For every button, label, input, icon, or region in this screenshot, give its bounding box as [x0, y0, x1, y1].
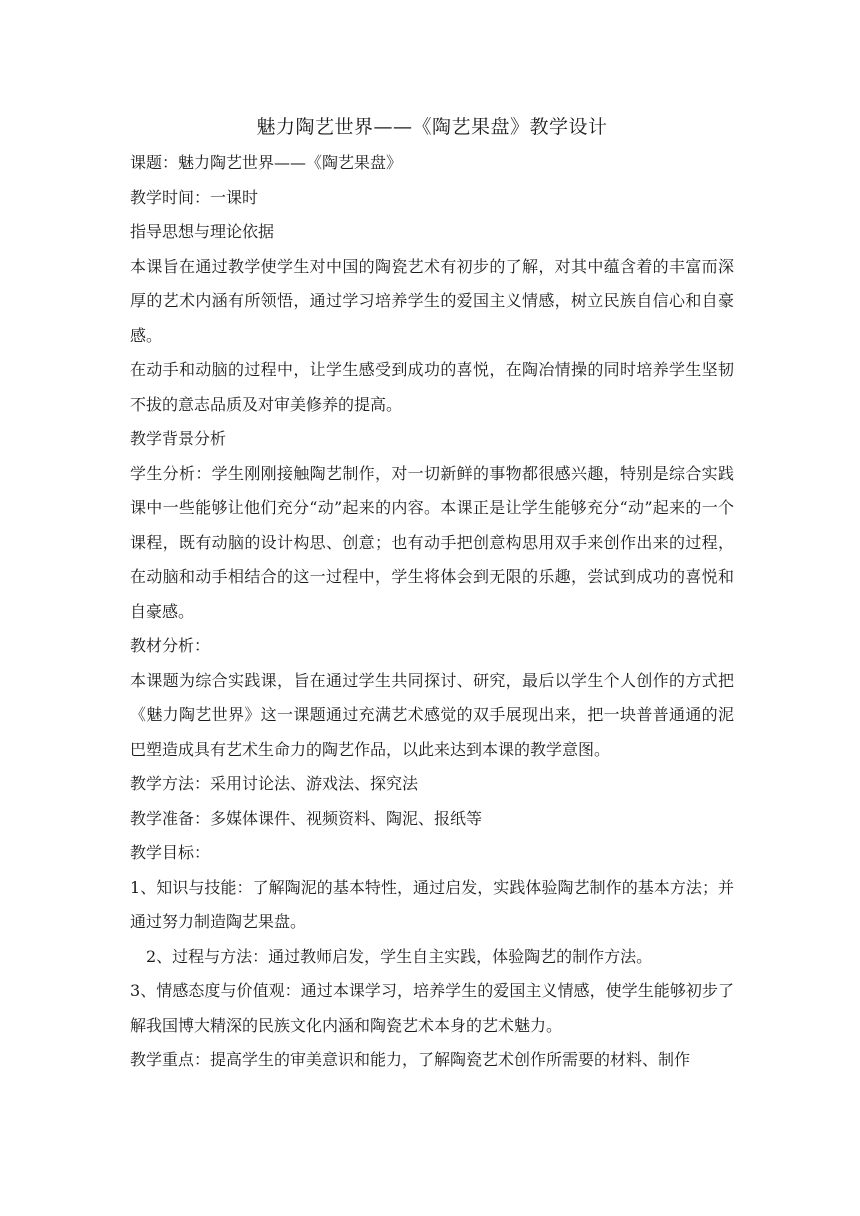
paragraph-teaching-preparation: 教学准备：多媒体课件、视频资料、陶泥、报纸等	[130, 808, 483, 828]
heading-teaching-objectives: 教学目标：	[130, 843, 211, 862]
paragraph-guiding-ideas-1: 本课旨在通过教学使学生对中国的陶瓷艺术有初步的了解，对其中蕴含着的丰富而深厚的艺术内涵有所领悟，通过学习培养学生的爱国主义情感，树立民族自信心和自豪感。	[130, 256, 734, 345]
heading-background-analysis: 教学背景分析	[130, 429, 227, 448]
heading-guiding-ideas: 指导思想与理论依据	[130, 222, 275, 241]
paragraph-topic: 课题：魅力陶艺世界——《陶艺果盘》	[130, 153, 403, 172]
objective-emotion-values: 3、情感态度与价值观：通过本课学习，培养学生的爱国主义情感，使学生能够初步了解我国博大精深的民族文化内涵和陶瓷艺术本身的艺术魅力。	[130, 981, 734, 1035]
paragraph-guiding-ideas-2: 在动手和动脑的过程中，让学生感受到成功的喜悦，在陶冶情操的同时培养学生坚韧不拔的意志品质及对审美修养的提高。	[130, 360, 734, 414]
document-body	[130, 112, 734, 1078]
paragraph-duration: 教学时间：一课时	[130, 187, 259, 207]
document-title: 魅力陶艺世界——《陶艺果盘》教学设计	[256, 116, 608, 138]
paragraph-material-analysis: 本课题为综合实践课，旨在通过学生共同探讨、研究，最后以学生个人创作的方式把《魅力陶艺世界》这一课题通过充满艺术感觉的双手展现出来，把一块普普通通的泥巴塑造成具有艺术生命力的陶艺作品，以此来达到本课的教学意图。	[130, 670, 734, 759]
objective-process-methods: 2、过程与方法：通过教师启发，学生自主实践，体验陶艺的制作方法。	[146, 946, 653, 966]
objective-knowledge-skills: 1、知识与技能：了解陶泥的基本特性，通过启发，实践体验陶艺制作的基本方法；并通过努力制造陶艺果盘。	[130, 877, 734, 931]
paragraph-teaching-methods: 教学方法：采用讨论法、游戏法、探究法	[130, 774, 419, 793]
paragraph-teaching-focus: 教学重点：提高学生的审美意识和能力，了解陶瓷艺术创作所需要的材料、制作	[130, 1050, 691, 1069]
heading-material-analysis: 教材分析：	[130, 636, 211, 655]
paragraph-student-analysis: 学生分析：学生刚刚接触陶艺制作，对一切新鲜的事物都很感兴趣，特别是综合实践课中一些能够让他们充分“动”起来的内容。本课正是让学生能够充分“动”起来的一个课程，既有动脑的设计构思、创意；也有动手把创意构思用双手来创作出来的过程，在动脑和动手相结合的这一过程中，学生将体会到无限的乐趣，尝试到成功的喜悦和自豪感。	[130, 463, 734, 621]
